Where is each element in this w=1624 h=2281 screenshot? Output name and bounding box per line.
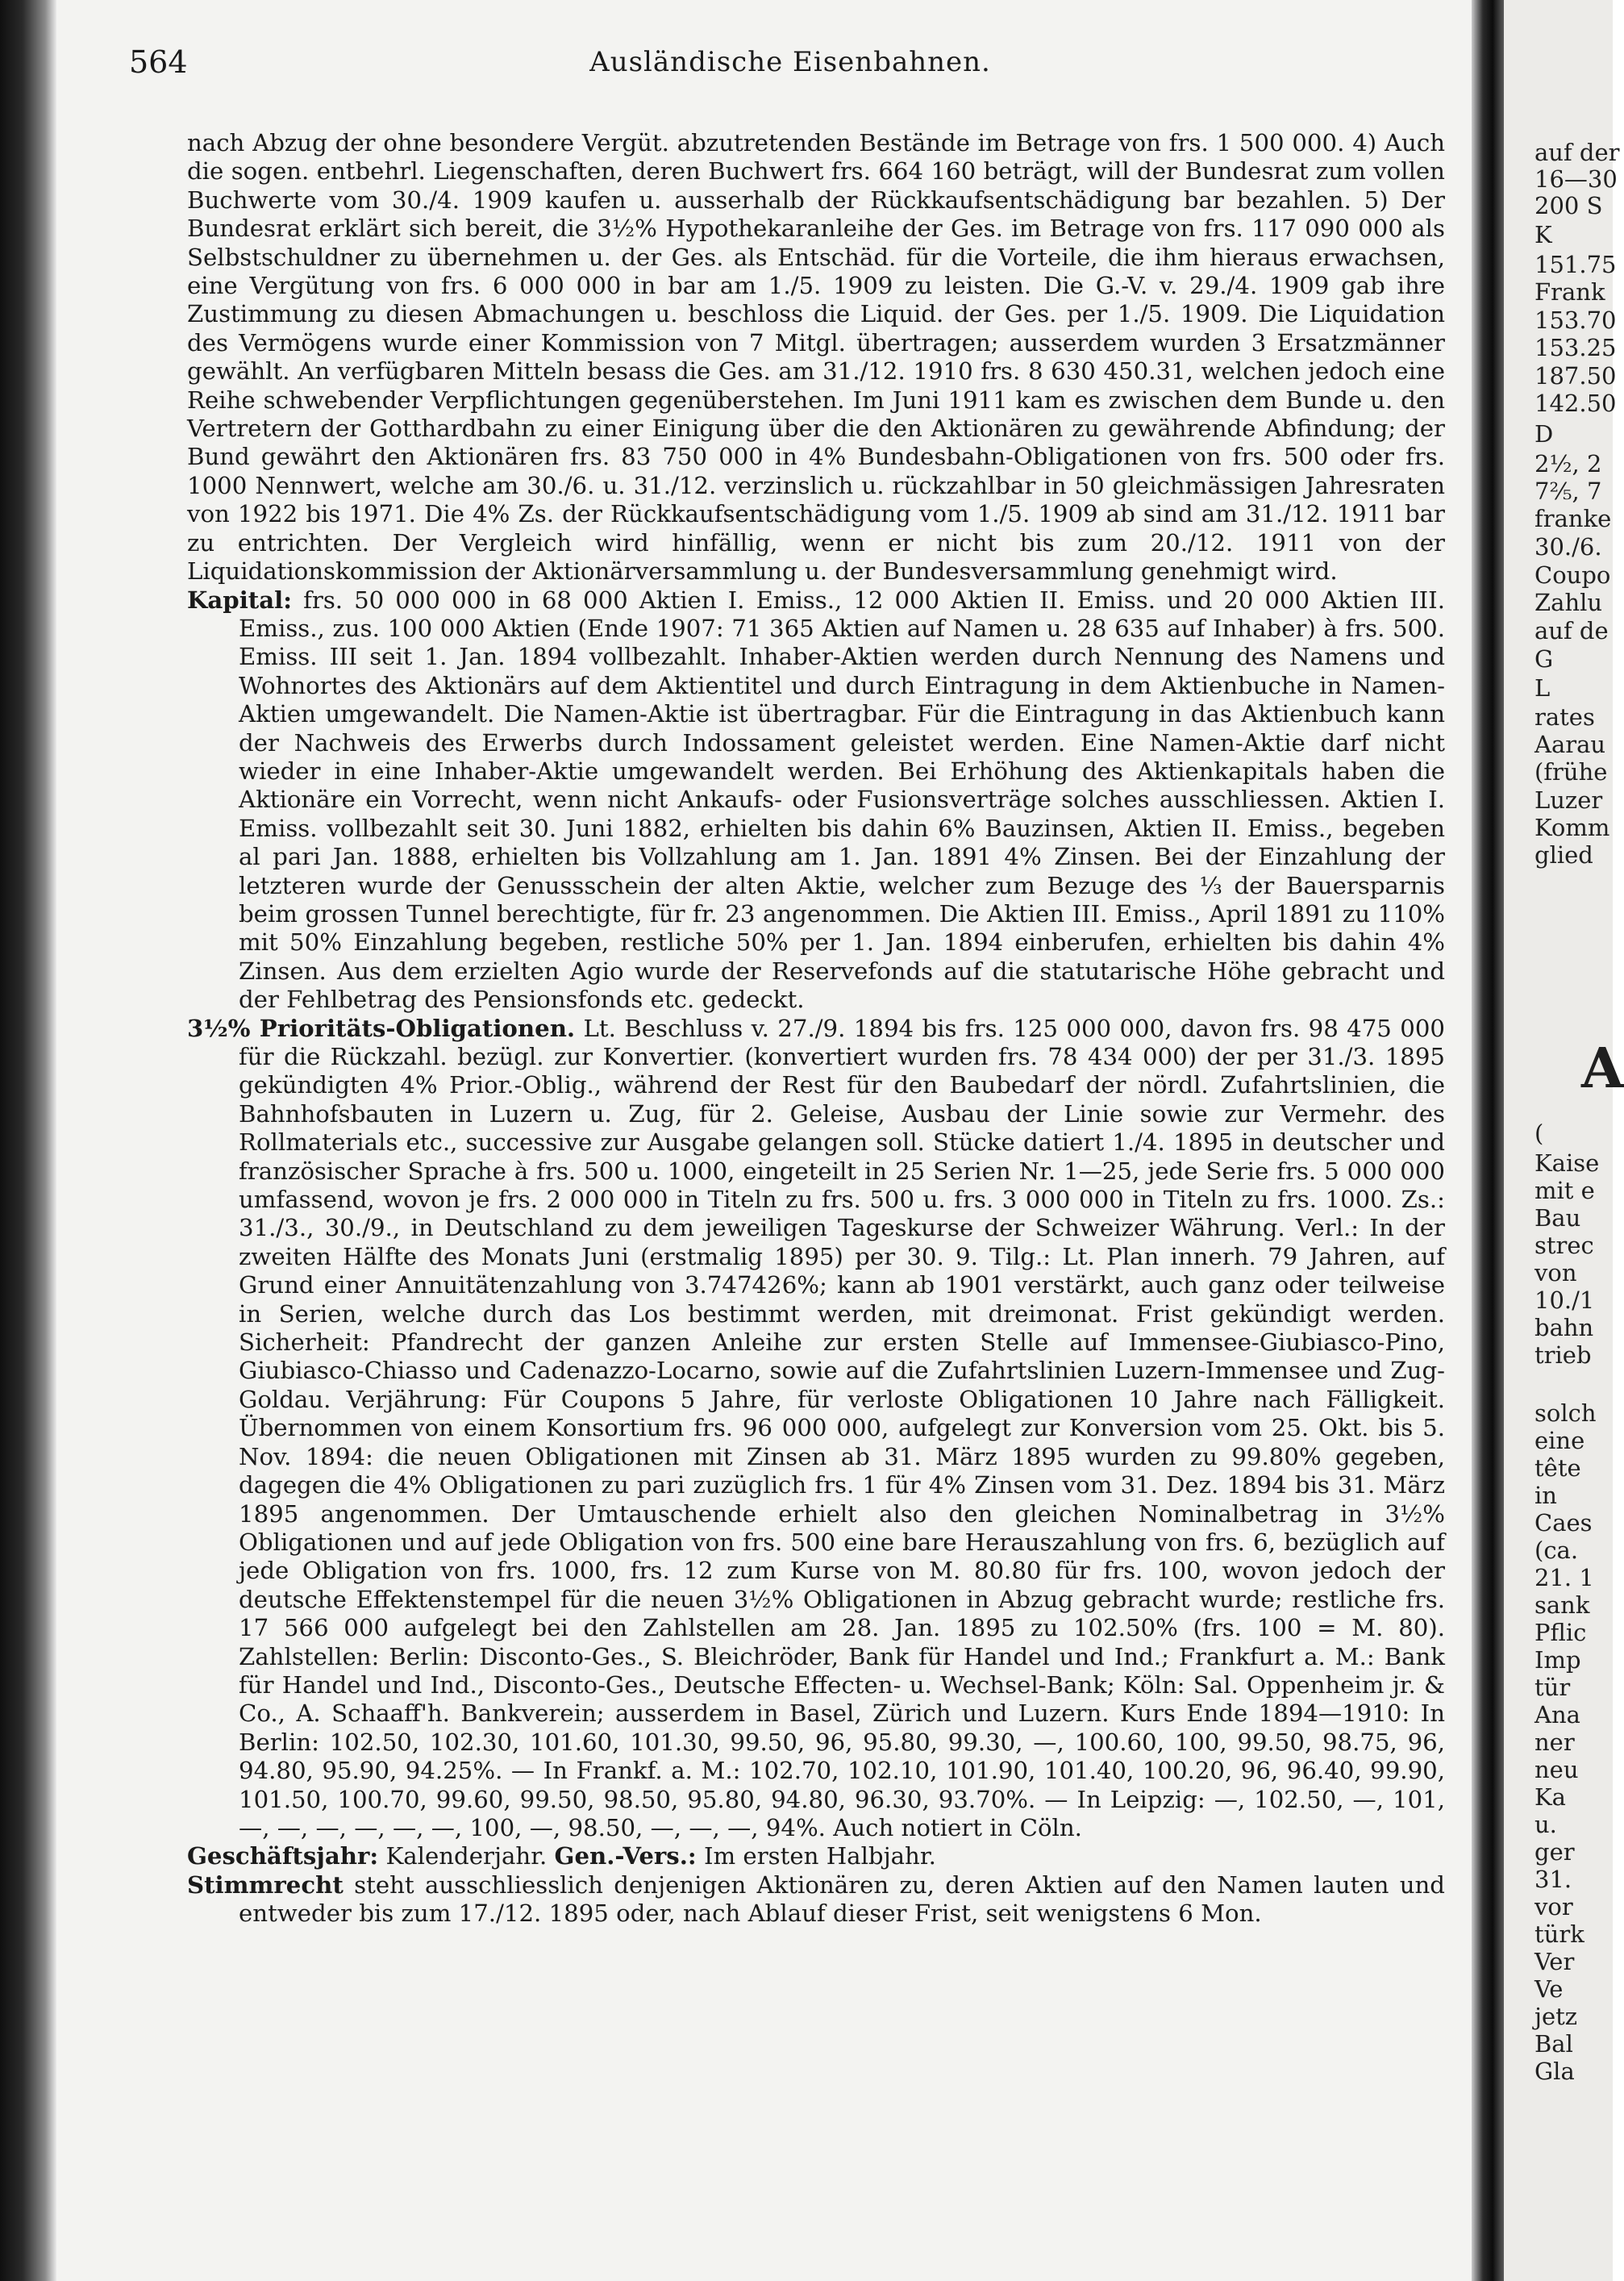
prioritaets-obligationen-label: 3½% Prioritäts-Obligationen.: [187, 1014, 576, 1042]
adjacent-page-line: ner: [1534, 1728, 1575, 1756]
adjacent-page-line: Imp: [1534, 1646, 1581, 1674]
adjacent-page-line: bahn: [1534, 1314, 1594, 1341]
adjacent-page-line: 16—30: [1534, 165, 1618, 193]
adjacent-page-line: mit e: [1534, 1177, 1595, 1204]
adjacent-page-line: Komm: [1534, 814, 1610, 841]
adjacent-page-line: Ve: [1534, 1975, 1564, 2003]
adjacent-page-fragment: [1504, 0, 1624, 2281]
main-column: [187, 129, 1445, 1929]
kapital-section: [187, 586, 1445, 1015]
adjacent-page-line: D: [1534, 420, 1554, 448]
adjacent-page-line: Ver: [1534, 1948, 1575, 1975]
adjacent-page-line: Luzer: [1534, 786, 1603, 814]
adjacent-page-line: (frühe: [1534, 758, 1608, 786]
adjacent-page-line: G: [1534, 645, 1554, 673]
stimmrecht-text: steht ausschliesslich denjenigen Aktionären zu, deren Aktien auf den Namen lauten und entweder bis zum 17./12. 1895 oder, nach Ablauf dieser Frist, seit wenigstens 6 Mon.: [239, 1870, 1445, 1928]
adjacent-page-line: neu: [1534, 1756, 1579, 1783]
geschaeftsjahr-text: Kalenderjahr.: [385, 1842, 548, 1870]
adjacent-page-heading-letter: A: [1581, 1036, 1624, 1101]
adjacent-page-line: 30./6.: [1534, 533, 1602, 561]
adjacent-page-line: rates: [1534, 703, 1595, 731]
adjacent-page-line: vor: [1534, 1893, 1573, 1920]
gen-vers-text: Im ersten Halbjahr.: [703, 1842, 936, 1870]
adjacent-page-line: eine: [1534, 1427, 1585, 1454]
adjacent-page-line: K: [1534, 221, 1552, 248]
adjacent-page-line: Gla: [1534, 2058, 1575, 2085]
stimmrecht-section: [187, 1871, 1445, 1929]
adjacent-page-line: Ana: [1534, 1701, 1580, 1728]
adjacent-page-line: 153.70: [1534, 306, 1617, 334]
intro-paragraph: nach Abzug der ohne besondere Vergüt. abzutretenden Bestände im Betrage von frs. 1 500 000. 4) Auch die sogen. entbehrl. Liegenschaften, deren Buchwert frs. 664 160 beträgt, will der Bundesrat zum vollen Buchwerte vom 30./4. 1909 kaufen u. ausserhalb der Rückkaufsentschädigung bar bezahlen. 5) Der Bundesrat erklärt sich bereit, die 3½% Hypothekaranleihe der Ges. im Betrage von frs. 117 090 000 als Selbstschuldner zu übernehmen u. der Ges. als Entschäd. für die Vorteile, die ihm hieraus erwachsen, eine Vergütung von frs. 6 000 000 in bar am 1./5. 1909 zu leisten. Die G.-V. v. 29./4. 1909 gab ihre Zustimmung zu diesen Abmachungen u. beschloss die Liquid. der Ges. per 1./5. 1909. Die Liquidation des Vermögens wurde einer Kommission von 7 Mitgl. übertragen; ausserdem wurden 3 Ersatzmänner gewählt. An verfügbaren Mitteln besass die Ges. am 31./12. 1910 frs. 8 630 450.31, welchen jedoch eine Reihe schwebender Verpflichtungen gegenüberstehen. Im Juni 1911 kam es zwischen dem Bunde u. den Vertretern der Gotthardbahn zu einer Einigung über die den Aktionären zu gewährende Abfindung; der Bund gewährt den Aktionären frs. 83 750 000 in 4% Bundesbahn-Obligationen von frs. 500 oder frs. 1000 Nennwert, welche am 30./6. u. 31./12. verzinslich u. rückzahlbar in 50 gleichmässigen Jahresraten von 1922 bis 1971. Die 4% Zs. der Rückkaufsentschädigung vom 1./5. 1909 ab sind am 31./12. 1911 bar zu entrichten. Der Vergleich wird hinfällig, wenn er nicht bis zum 20./12. 1911 von der Liquidationskommission der Aktionärversammlung u. der Bundesversammlung genehmigt wird.: [187, 129, 1445, 586]
adjacent-page-line: 187.50: [1534, 362, 1617, 390]
running-head: Ausländische Eisenbahnen.: [589, 46, 991, 78]
adjacent-page-line: (: [1534, 1120, 1544, 1147]
adjacent-page-line: trieb: [1534, 1341, 1592, 1369]
adjacent-page-line: u.: [1534, 1811, 1557, 1838]
adjacent-page-line: Zahlu: [1534, 589, 1603, 616]
adjacent-page-line: glied: [1534, 841, 1593, 869]
kapital-text: frs. 50 000 000 in 68 000 Aktien I. Emiss., 12 000 Aktien II. Emiss. und 20 000 Aktien III. Emiss., zus. 100 000 Aktien (Ende 1907: 71 365 Aktien auf Namen u. 28 635 auf Inhaber) à frs. 500. Emiss. III seit 1. Jan. 1894 vollbezahlt. Inhaber-Aktien werden durch Nennung des Namens und Wohnortes des Aktionärs auf dem Aktientitel und durch Eintragung in dem Aktienbuche in Namen-Aktien umgewandelt. Die Namen-Aktie ist übertragbar. Für die Eintragung in das Aktienbuch kann der Nachweis des Erwerbs durch Indossament geleistet werden. Eine Namen-Aktie darf nicht wieder in eine Inhaber-Aktie umgewandelt werden. Bei Erhöhung des Aktienkapitals haben die Aktionäre ein Vorrecht, wenn nicht Ankaufs- oder Fusionsverträge solches ausschliessen. Aktien I. Emiss. vollbezahlt seit 30. Juni 1882, erhielten bis dahin 6% Bauzinsen, Aktien II. Emiss., begeben al pari Jan. 1888, erhielten bis Vollzahlung am 1. Jan. 1891 4% Zinsen. Bei der Einzahlung der letzteren wurde der Genussschein der alten Aktie, welcher zum Bezuge des ⅓ der Bauersparnis beim grossen Tunnel berechtigte, für fr. 23 angenommen. Die Aktien III. Emiss., April 1891 zu 110% mit 50% Einzahlung begeben, restliche 50% per 1. Jan. 1894 einberufen, erhielten bis dahin 4% Zinsen. Aus dem erzielten Agio wurde der Reservefonds auf die statutarische Höhe gebracht und der Fehlbetrag des Pensionsfonds etc. gedeckt.: [239, 586, 1445, 1014]
adjacent-page-line: Frank: [1534, 278, 1605, 306]
adjacent-page-line: tête: [1534, 1454, 1581, 1482]
stimmrecht-label: Stimmrecht: [187, 1870, 344, 1899]
adjacent-page-line: jetz: [1534, 2003, 1578, 2030]
kapital-label: Kapital:: [187, 586, 293, 614]
adjacent-page-line: Kaise: [1534, 1149, 1600, 1177]
adjacent-page-line: L: [1534, 674, 1551, 702]
page-header: [129, 44, 1451, 93]
adjacent-page-line: 151.75: [1534, 251, 1617, 278]
adjacent-page-line: 31.: [1534, 1866, 1572, 1893]
adjacent-page-line: 200 S: [1534, 192, 1603, 219]
adjacent-page-line: von: [1534, 1259, 1577, 1286]
prioritaets-obligationen-section: [187, 1015, 1445, 1843]
adjacent-page-line: 10./1: [1534, 1286, 1595, 1314]
adjacent-page-line: auf der: [1534, 139, 1620, 166]
adjacent-page-line: 2½, 2: [1534, 450, 1602, 477]
adjacent-page-line: Pflic: [1534, 1619, 1587, 1646]
scan-edge-left: [0, 0, 56, 2281]
page-number: 564: [129, 44, 188, 80]
book-gutter: [1472, 0, 1504, 2281]
prioritaets-obligationen-text: Lt. Beschluss v. 27./9. 1894 bis frs. 125 000 000, davon frs. 98 475 000 für die Rückzahl. bezügl. zur Konvertier. (konvertiert wurden frs. 78 434 000) der per 31./3. 1895 gekündigten 4% Prior.-Oblig., während der Rest für den Baubedarf der nördl. Zufahrtslinien, die Bahnhofsbauten in Luzern u. Zug, für 2. Geleise, Ausbau der Linie sowie zur Vermehr. des Rollmaterials etc., successive zur Ausgabe gelangen soll. Stücke datiert 1./4. 1895 in deutscher und französischer Sprache à frs. 500 u. 1000, eingeteilt in 25 Serien Nr. 1—25, jede Serie frs. 5 000 000 umfassend, wovon je frs. 2 000 000 in Titeln zu frs. 500 u. frs. 3 000 000 in Titeln zu frs. 1000. Zs.: 31./3., 30./9., in Deutschland zu dem jeweiligen Tageskurse der Schweizer Währung. Verl.: In der zweiten Hälfte des Monats Juni (erstmalig 1895) per 30. 9. Tilg.: Lt. Plan innerh. 79 Jahren, auf Grund einer Annuitätenzahlung von 3.747426%; kann ab 1901 verstärkt, auch ganz oder teilweise in Serien, welche durch das Los bestimmt werden, mit dreimonat. Frist gekündigt werden. Sicherheit: Pfandrecht der ganzen Anleihe zur ersten Stelle auf Immensee-Giubiasco-Pino, Giubiasco-Chiasso und Cadenazzo-Locarno, sowie auf die Zufahrtslinien Luzern-Immensee und Zug-Goldau. Verjährung: Für Coupons 5 Jahre, für verloste Obligationen 10 Jahre nach Fälligkeit. Übernommen von einem Konsortium frs. 96 000 000, aufgelegt zur Konversion vom 25. Okt. bis 5. Nov. 1894: die neuen Obligationen mit Zinsen ab 31. März 1895 wurden zu 99.80% gegeben, dagegen die 4% Obligationen zu pari zuzüglich frs. 1 für 4% Zinsen vom 31. Dez. 1894 bis 31. März 1895 angenommen. Der Umtauschende erhielt also den gleichen Nominalbetrag in 3½% Obligationen und auf jede Obligation von frs. 500 eine bare Herauszahlung von frs. 6, bezüglich auf jede Obligation von frs. 1000, frs. 12 zum Kurse von M. 80.80 für frs. 100, wovon jedoch der deutsche Effektenstempel für die neuen 3½% Obligationen in Abzug gebracht wurde; restliche frs. 17 566 000 aufgelegt bei den Zahlstellen am 28. Jan. 1895 zu 102.50% (frs. 100 = M. 80). Zahlstellen: Berlin: Disconto-Ges., S. Bleichröder, Bank für Handel und Ind.; Frankfurt a. M.: Bank für Handel und Ind., Disconto-Ges., Deutsche Effecten- u. Wechsel-Bank; Köln: Sal. Oppenheim jr. & Co., A. Schaaff'h. Bankverein; ausserdem in Basel, Zürich und Luzern. Kurs Ende 1894—1910: In Berlin: 102.50, 102.30, 101.60, 101.30, 99.50, 96, 95.80, 99.30, —, 100.60, 100, 99.50, 98.75, 96, 94.80, 95.90, 94.25%. — In Frankf. a. M.: 102.70, 102.10, 101.90, 101.40, 100.20, 96, 96.40, 99.90, 101.50, 100.70, 99.60, 99.50, 98.50, 95.80, 94.80, 96.30, 93.70%. — In Leipzig: —, 102.50, —, 101, —, —, —, —, —, —, 100, —, 98.50, —, —, —, 94%. Auch notiert in Cöln.: [239, 1014, 1445, 1841]
adjacent-page-line: 153.25: [1534, 334, 1617, 361]
adjacent-page-line: Aarau: [1534, 731, 1606, 758]
adjacent-page-line: sank: [1534, 1591, 1590, 1619]
adjacent-page-line: 7⅖, 7: [1534, 477, 1602, 505]
adjacent-page-line: Coupo: [1534, 561, 1611, 589]
adjacent-page-line: strec: [1534, 1232, 1594, 1259]
adjacent-page-line: auf de: [1534, 617, 1609, 644]
adjacent-page-line: Bal: [1534, 2030, 1573, 2058]
adjacent-page-line: Bau: [1534, 1204, 1581, 1232]
adjacent-page-line: 142.50: [1534, 390, 1617, 417]
adjacent-page-line: Ka: [1534, 1783, 1566, 1811]
adjacent-page-line: solch: [1534, 1399, 1597, 1427]
adjacent-page-line: franke: [1534, 505, 1612, 532]
geschaeftsjahr-label: Geschäftsjahr:: [187, 1842, 379, 1870]
geschaeftsjahr-section: [187, 1842, 1445, 1870]
gen-vers-label: Gen.-Vers.:: [554, 1842, 697, 1870]
adjacent-page-line: Caes: [1534, 1509, 1593, 1537]
adjacent-page-line: türk: [1534, 1920, 1584, 1948]
adjacent-page-line: (ca.: [1534, 1537, 1579, 1564]
adjacent-page-line: tür: [1534, 1674, 1571, 1701]
adjacent-page-line: 21. 1: [1534, 1564, 1594, 1591]
adjacent-page-line: in: [1534, 1482, 1557, 1509]
adjacent-page-line: ger: [1534, 1838, 1575, 1866]
